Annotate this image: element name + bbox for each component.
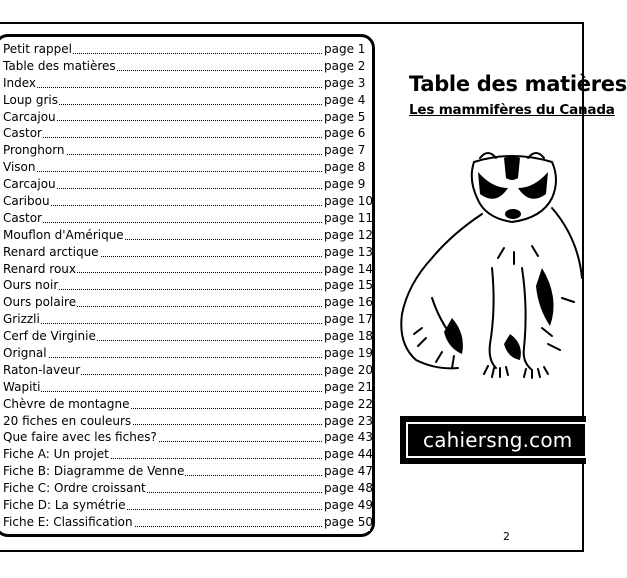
toc-entry-title: Cerf de Virginie	[3, 329, 96, 344]
toc-entry	[3, 497, 374, 514]
toc-entry-page: page 8	[323, 159, 370, 176]
toc-entry-title: Fiche D: La symétrie	[3, 498, 126, 513]
toc-entry-title: Castor	[3, 210, 42, 225]
toc-entry	[3, 514, 374, 531]
toc-entry-page: page 23	[324, 413, 374, 428]
toc-entry-title: Index	[3, 75, 37, 90]
toc-entry-title: Castor	[3, 126, 42, 141]
toc-entry	[3, 446, 374, 463]
toc-entry-page: page 1	[323, 41, 370, 58]
toc-entry-page: page 3	[323, 75, 370, 92]
toc-entry-page: page 43	[324, 430, 374, 445]
toc-entry	[3, 227, 374, 244]
toc-entry-title: Caribou	[3, 194, 50, 209]
toc-entry	[3, 159, 370, 176]
toc-entry	[3, 362, 374, 379]
toc-entry-title: Fiche B: Diagramme de Venne	[3, 464, 185, 479]
toc-entry	[3, 396, 374, 413]
brand-name: cahiersng.com	[423, 428, 573, 452]
toc-entry-title: Petit rappel	[3, 42, 72, 56]
toc-entry-title: Renard arctique	[3, 244, 99, 259]
toc-entry-title: Ours noir	[3, 278, 59, 293]
dot-leader	[3, 391, 324, 392]
toc-entry	[3, 463, 374, 480]
toc-entry	[3, 480, 374, 497]
toc-entry	[3, 58, 370, 75]
toc-entry-page: page 9	[323, 176, 370, 193]
toc-entry-title: Mouflon d'Amérique	[3, 227, 124, 242]
cover-subtitle: Les mammifères du Canada	[409, 102, 615, 118]
toc-entry-page: page 19	[324, 346, 374, 361]
toc-entry-page: page 15	[324, 278, 374, 293]
toc-entry-title: Renard roux	[3, 261, 77, 276]
toc-entry	[3, 125, 370, 142]
toc-entry-page: page 21	[324, 379, 374, 394]
toc-entry	[3, 176, 370, 193]
toc-entry	[3, 142, 370, 159]
toc-entry-page: page 18	[324, 329, 374, 344]
toc-entry-page: page 5	[323, 109, 370, 126]
toc-entry-page: page 13	[324, 244, 374, 259]
toc-entry-title: Fiche A: Un projet	[3, 447, 109, 462]
toc-entry	[3, 311, 374, 328]
cover-title: Table des matières	[409, 72, 627, 96]
toc-entry-title: Ours polaire	[3, 295, 77, 310]
toc-entry-title: Table des matières	[3, 58, 116, 73]
toc-entry	[3, 193, 374, 210]
toc-entry	[3, 277, 374, 294]
toc-entry-title: 20 fiches en couleurs	[3, 413, 132, 428]
toc-entry-page: page 17	[324, 312, 374, 327]
dot-leader	[3, 137, 324, 138]
toc-entry	[3, 413, 374, 430]
toc-entry-page: page 11	[324, 210, 374, 225]
toc-entry-page: page 6	[323, 125, 370, 142]
toc-entry	[3, 75, 370, 92]
toc-entry-page: page 12	[324, 227, 374, 242]
toc-entry	[3, 109, 370, 126]
toc-entry	[3, 328, 374, 345]
toc-list	[3, 41, 374, 531]
toc-entry-title: Pronghorn	[3, 143, 65, 158]
toc-entry-title: Orignal	[3, 346, 47, 361]
toc-entry-title: Vison	[3, 160, 36, 175]
toc-entry-page: page 4	[323, 92, 370, 109]
toc-entry-page: page 16	[324, 295, 374, 310]
toc-entry-page: page 7	[323, 142, 370, 159]
toc-entry-title: Fiche E: Classification	[3, 514, 133, 529]
toc-entry-title: Carcajou	[3, 177, 56, 192]
toc-entry-page: page 49	[324, 498, 374, 513]
toc-entry	[3, 210, 374, 227]
toc-entry-title: Grizzli	[3, 312, 40, 327]
dot-leader	[3, 205, 324, 206]
dot-leader	[3, 222, 324, 223]
toc-entry	[3, 92, 370, 109]
badger-illustration-icon	[392, 148, 582, 380]
toc-entry-page: page 48	[324, 481, 374, 496]
dot-leader	[3, 357, 324, 358]
toc-entry-page: page 14	[324, 261, 374, 276]
table-of-contents	[0, 34, 375, 537]
toc-entry	[3, 429, 374, 446]
toc-entry-title: Carcajou	[3, 109, 56, 124]
toc-entry	[3, 244, 374, 261]
toc-entry-page: page 20	[324, 362, 374, 377]
toc-entry-page: page 10	[324, 194, 374, 209]
toc-entry	[3, 345, 374, 362]
toc-entry-page: page 50	[324, 514, 374, 529]
toc-entry-title: Que faire avec les fiches?	[3, 430, 157, 445]
toc-entry	[3, 379, 374, 396]
page-number: 2	[503, 530, 510, 543]
dot-leader	[3, 87, 324, 88]
dot-leader	[3, 171, 324, 172]
brand-banner	[400, 416, 586, 464]
toc-entry	[3, 294, 374, 311]
toc-entry-title: Raton-laveur	[3, 362, 81, 377]
toc-entry	[3, 261, 374, 278]
toc-entry-page: page 22	[324, 396, 374, 411]
toc-entry-page: page 44	[324, 447, 374, 462]
toc-entry-title: Fiche C: Ordre croissant	[3, 481, 146, 496]
toc-entry-title: Wapiti	[3, 379, 41, 394]
toc-entry-title: Chèvre de montagne	[3, 396, 130, 411]
toc-entry	[3, 41, 370, 58]
toc-entry-page: page 47	[324, 464, 374, 479]
toc-entry-title: Loup gris	[3, 92, 58, 107]
dot-leader	[3, 323, 324, 324]
toc-entry-page: page 2	[323, 58, 370, 75]
